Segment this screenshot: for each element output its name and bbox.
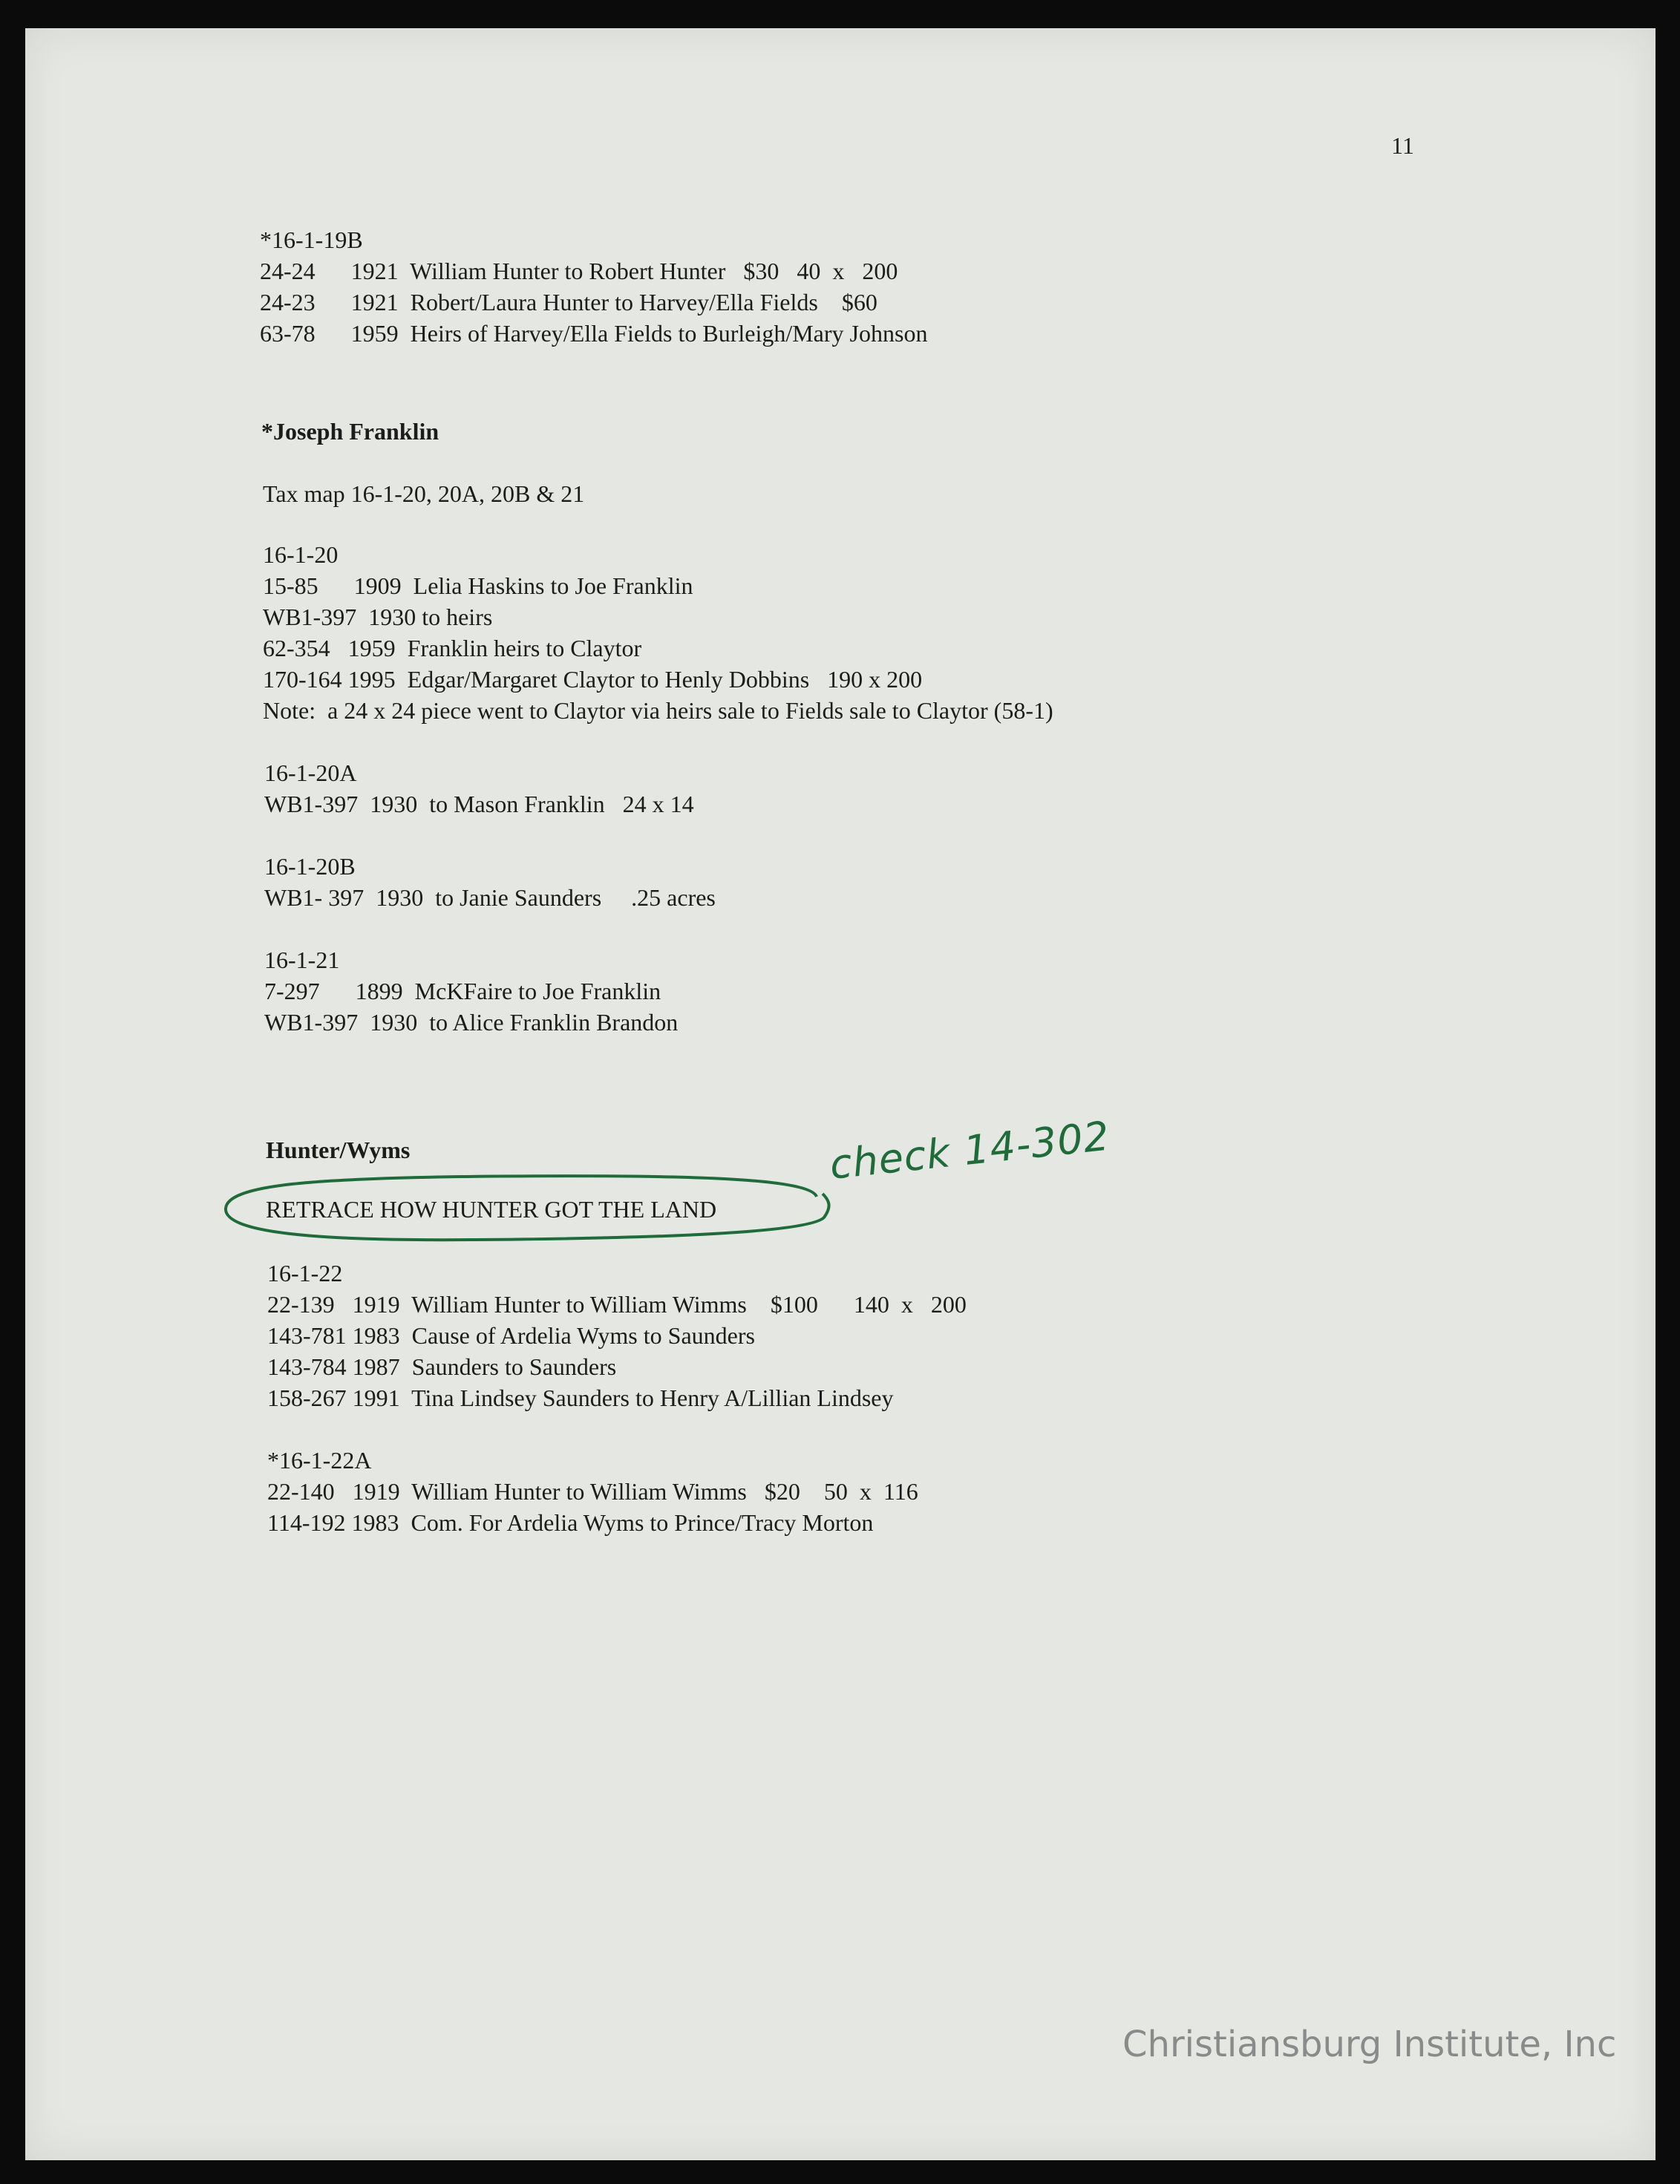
deed-record: 62-354 1959 Franklin heirs to Claytor	[263, 635, 642, 661]
deed-record: 15-85 1909 Lelia Haskins to Joe Franklin	[263, 572, 693, 599]
deed-record: 22-140 1919 William Hunter to William Wimms $20 50 x 116	[267, 1478, 918, 1505]
parcel-id: *16-1-22A	[267, 1447, 372, 1474]
deed-record: WB1-397 1930 to heirs	[263, 604, 493, 630]
parcel-id: 16-1-20B	[264, 853, 356, 880]
parcel-id: 16-1-20	[263, 541, 339, 568]
parcel-id: *16-1-19B	[260, 226, 363, 253]
deed-record: 24-23 1921 Robert/Laura Hunter to Harvey/Ella Fields $60	[260, 289, 877, 315]
deed-record: WB1- 397 1930 to Janie Saunders .25 acres	[264, 884, 716, 911]
page-number: 11	[1391, 132, 1414, 159]
deed-record: 143-784 1987 Saunders to Saunders	[267, 1353, 617, 1380]
note-line: Note: a 24 x 24 piece went to Claytor via heirs sale to Fields sale to Claytor (58-1)	[263, 697, 1053, 724]
deed-record: WB1-397 1930 to Alice Franklin Brandon	[264, 1009, 679, 1036]
deed-record: 114-192 1983 Com. For Ardelia Wyms to Prince/Tracy Morton	[267, 1509, 874, 1536]
watermark: Christiansburg Institute, Inc	[1122, 2024, 1617, 2065]
deed-record: WB1-397 1930 to Mason Franklin 24 x 14	[264, 791, 694, 817]
deed-record: 24-24 1921 William Hunter to Robert Hunter $30 40 x 200	[260, 258, 898, 284]
deed-record: 143-781 1983 Cause of Ardelia Wyms to Saunders	[267, 1322, 755, 1349]
retrace-note: RETRACE HOW HUNTER GOT THE LAND	[266, 1196, 717, 1223]
tax-map-line: Tax map 16-1-20, 20A, 20B & 21	[263, 480, 585, 507]
deed-record: 22-139 1919 William Hunter to William Wimms $100 140 x 200	[267, 1291, 967, 1318]
parcel-id: 16-1-22	[267, 1260, 343, 1286]
deed-record: 63-78 1959 Heirs of Harvey/Ella Fields to Burleigh/Mary Johnson	[260, 320, 928, 347]
deed-record: 7-297 1899 McKFaire to Joe Franklin	[264, 978, 661, 1004]
deed-record: 158-267 1991 Tina Lindsey Saunders to Henry A/Lillian Lindsey	[267, 1384, 894, 1411]
deed-record: 170-164 1995 Edgar/Margaret Claytor to Henly Dobbins 190 x 200	[263, 666, 923, 693]
section-heading: *Joseph Franklin	[261, 418, 439, 445]
parcel-id: 16-1-21	[264, 946, 340, 973]
parcel-id: 16-1-20A	[264, 759, 357, 786]
section-heading: Hunter/Wyms	[266, 1137, 411, 1163]
handwritten-note: check 14-302	[827, 1112, 1112, 1189]
